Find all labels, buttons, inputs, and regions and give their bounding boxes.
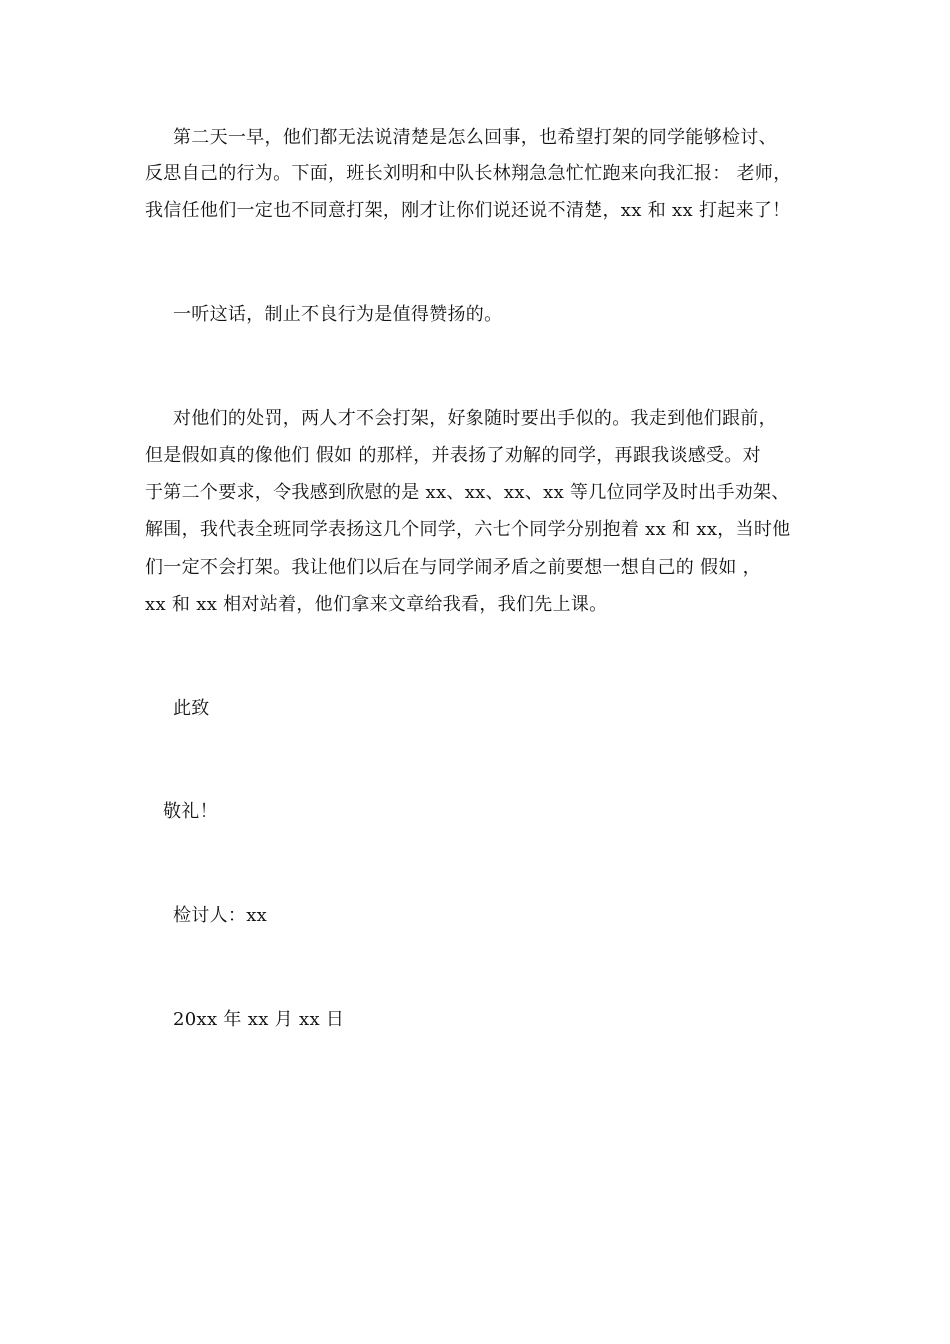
paragraph-1-line-2: 反思自己的行为。下面，班长刘明和中队长林翔急急忙忙跑来向我汇报： 老师， <box>145 163 792 184</box>
closing-text: 此致 <box>173 698 210 719</box>
paragraph-1-line-3: 我信任他们一定也不同意打架，刚才让你们说还说不清楚，xx 和 xx 打起来了！ <box>145 200 791 221</box>
paragraph-3-line-5: 们一定不会打架。我让他们以后在与同学闹矛盾之前要想一想自己的 假如 ， <box>145 557 761 578</box>
paragraph-1-line-1: 第二天一早，他们都无法说清楚是怎么回事，也希望打架的同学能够检讨、 <box>173 127 777 148</box>
signature-text: 检讨人：xx <box>173 905 268 926</box>
paragraph-3-line-2: 但是假如真的像他们 假如 的那样，并表扬了劝解的同学，再跟我谈感受。对 <box>145 445 761 466</box>
paragraph-2-line-1: 一听这话，制止不良行为是值得赞扬的。 <box>173 304 503 325</box>
paragraph-3-line-3: 于第二个要求，令我感到欣慰的是 xx、xx、xx、xx 等几位同学及时出手劝架、 <box>145 482 790 503</box>
date-text: 20xx 年 xx 月 xx 日 <box>173 1009 345 1030</box>
paragraph-3-line-6: xx 和 xx 相对站着，他们拿来文章给我看，我们先上课。 <box>145 594 608 615</box>
paragraph-3-line-1: 对他们的处罚，两人才不会打架，好象随时要出手似的。我走到他们跟前， <box>173 408 777 429</box>
paragraph-3-line-4: 解围，我代表全班同学表扬这几个同学，六七个同学分别抱着 xx 和 xx，当时他 <box>145 519 791 540</box>
salute-text: 敬礼！ <box>163 801 218 822</box>
